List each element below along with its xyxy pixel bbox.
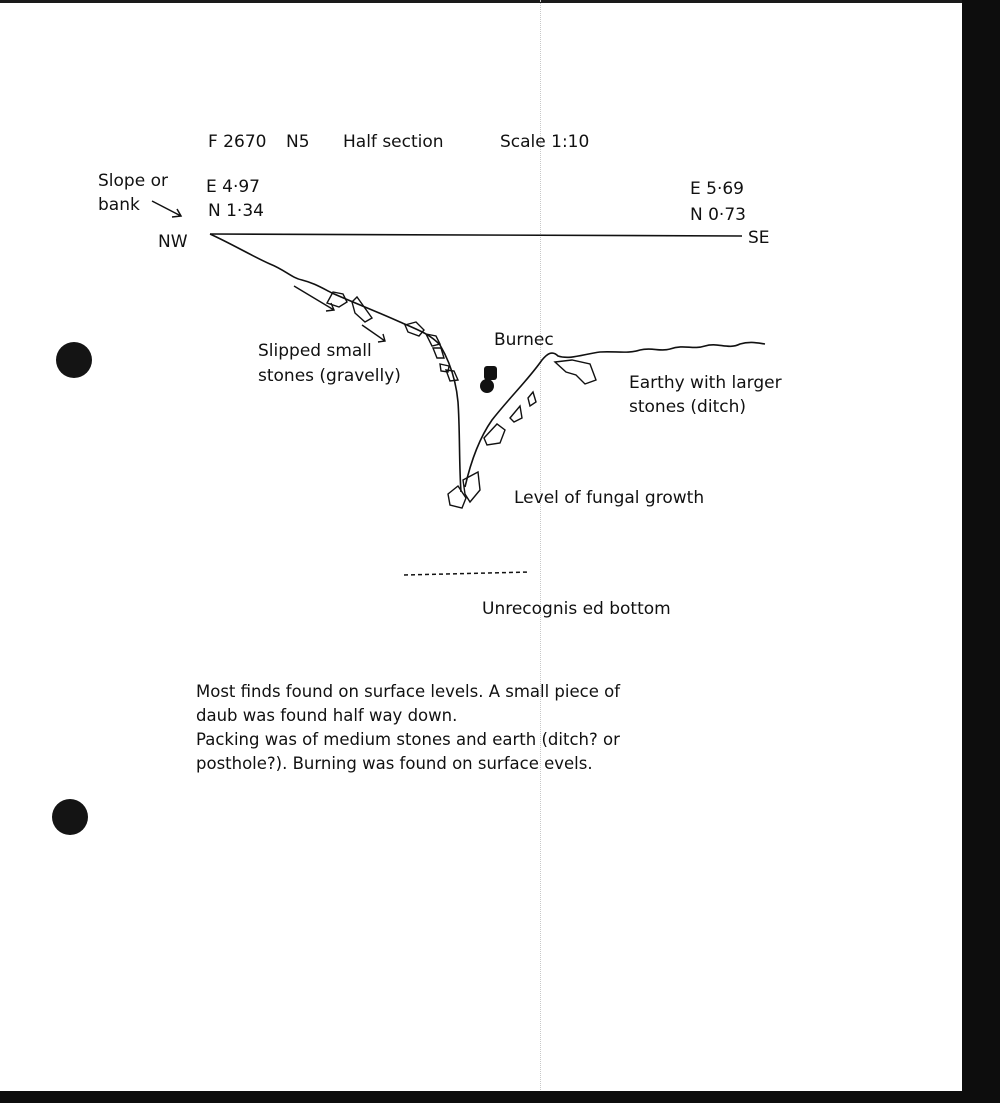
- notes-line-3: Packing was of medium stones and earth (ditch? or: [196, 730, 620, 749]
- label-earthy-line2: stones (ditch): [629, 397, 746, 417]
- direction-se: SE: [748, 228, 770, 248]
- right-northing: N 0·73: [690, 205, 746, 225]
- feature-number: F 2670: [208, 132, 267, 152]
- right-easting: E 5·69: [690, 179, 744, 199]
- scale-label: Scale 1:10: [500, 132, 590, 152]
- left-easting: E 4·97: [206, 177, 260, 197]
- slope-annotation-line1: Slope or: [98, 171, 168, 191]
- section-type: Half section: [343, 132, 444, 152]
- label-slipped-line2: stones (gravelly): [258, 366, 401, 386]
- notes-line-4: posthole?). Burning was found on surface evels.: [196, 754, 593, 773]
- section-profile-left: [210, 234, 461, 492]
- stones-base: [448, 472, 480, 508]
- label-unrecognised-bottom: Unrecognis ed bottom: [482, 599, 671, 619]
- burned-deposit: [480, 366, 497, 393]
- slip-arrows: [294, 286, 385, 342]
- label-earthy-line1: Earthy with larger: [629, 373, 782, 393]
- direction-nw: NW: [158, 232, 188, 252]
- notes-block: [196, 680, 716, 776]
- unrecognised-bottom-line: [404, 572, 530, 575]
- stones-right-side: [484, 360, 596, 445]
- datum-line: [210, 234, 742, 236]
- slope-annotation-line2: bank: [98, 195, 140, 215]
- left-northing: N 1·34: [208, 201, 264, 221]
- label-slipped-line1: Slipped small: [258, 341, 372, 361]
- slope-arrow: [152, 201, 181, 217]
- label-fungal-growth: Level of fungal growth: [514, 488, 705, 508]
- notes-line-2: daub was found half way down.: [196, 706, 458, 725]
- grid-square: N5: [286, 132, 310, 152]
- notes-line-1: Most finds found on surface levels. A small piece of: [196, 682, 620, 701]
- label-burned: Burnec: [494, 330, 554, 350]
